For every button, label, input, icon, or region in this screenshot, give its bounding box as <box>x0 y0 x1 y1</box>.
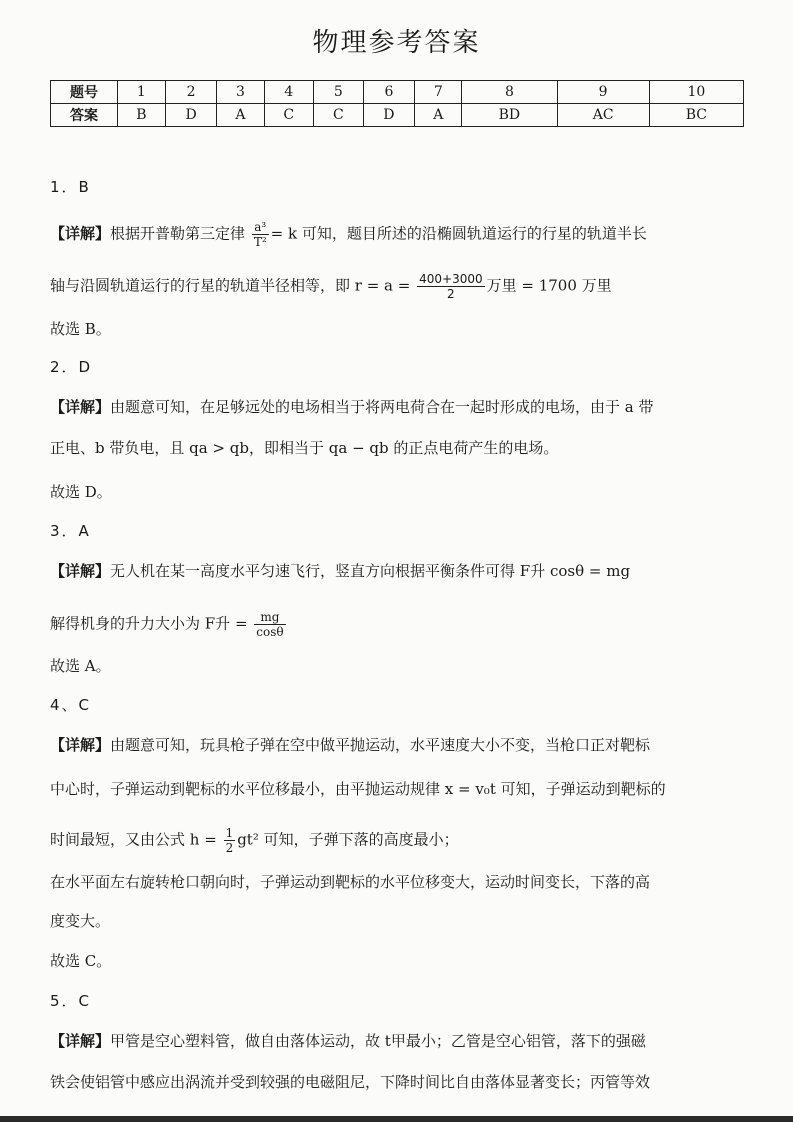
q4-conclusion: 故选 C。 <box>50 952 112 970</box>
page-title: 物理参考答案 <box>312 28 481 58</box>
q1-text: 轴与沿圆轨道运行的行星的轨道半径相等，即 r = a = <box>50 276 411 295</box>
q2-heading: 2．D <box>50 358 93 376</box>
table-cell: 9 <box>557 81 649 104</box>
q4-text: 时间最短，又由公式 h = <box>50 830 217 849</box>
q3-line-2 <box>50 610 750 639</box>
table-cell: D <box>165 104 217 127</box>
q3-conclusion: 故选 A。 <box>50 657 111 675</box>
q4-line-4: 在水平面左右旋转枪口朝向时，子弹运动到靶标的水平位移变大，运动时间变长，下落的高 <box>50 873 651 891</box>
table-cell: A <box>415 104 462 127</box>
table-cell: 4 <box>264 81 314 104</box>
fraction-denominator: T² <box>253 235 267 249</box>
q5-tag: 【详解】 <box>50 1032 111 1050</box>
table-cell: AC <box>557 104 649 127</box>
q3-line-1 <box>50 560 750 582</box>
q1-text: 根据开普勒第三定律 <box>110 224 246 243</box>
q4-text: 由题意可知，玩具枪子弹在空中做平抛运动，水平速度大小不变，当枪口正对靶标 <box>110 736 651 754</box>
answer-table <box>50 80 744 127</box>
q1-text: 万里 = 1700 万里 <box>486 276 612 295</box>
q3-tag: 【详解】 <box>50 562 111 580</box>
table-cell: 6 <box>363 81 415 104</box>
q4-text: gt² 可知，子弹下落的高度最小； <box>237 830 459 849</box>
row-label: 题号 <box>51 81 118 104</box>
table-cell: C <box>314 104 364 127</box>
fraction-denominator: 2 <box>225 841 234 855</box>
q2-line-1 <box>50 396 750 418</box>
q5-text: 甲管是空心塑料管，做自由落体运动，故 t甲最小；乙管是空心铝管，落下的强磁 <box>110 1032 646 1050</box>
table-cell: 5 <box>314 81 364 104</box>
table-cell: 2 <box>165 81 217 104</box>
q5-heading: 5．C <box>50 992 92 1010</box>
table-row-numbers <box>51 81 744 104</box>
table-cell: 10 <box>649 81 743 104</box>
q1-tag: 【详解】 <box>50 224 111 243</box>
table-cell: B <box>118 104 166 127</box>
table-cell: BD <box>462 104 557 127</box>
q3-text: 无人机在某一高度水平匀速飞行，竖直方向根据平衡条件可得 F升 cosθ = mg <box>110 562 631 580</box>
q4-tag: 【详解】 <box>50 736 111 754</box>
q2-text: 由题意可知，在足够远处的电场相当于将两电荷合在一起时形成的电场，由于 a 带 <box>110 398 654 416</box>
table-cell: 8 <box>462 81 557 104</box>
q2-line-2: 正电、b 带负电，且 qa > qb，即相当于 qa − qb 的正点电荷产生的电场。 <box>50 439 559 457</box>
q5-line-1 <box>50 1030 750 1052</box>
table-cell: C <box>264 104 314 127</box>
table-cell: 1 <box>118 81 166 104</box>
q4-line-3 <box>50 826 750 855</box>
q4-fraction <box>224 826 236 855</box>
q3-heading: 3．A <box>50 522 91 540</box>
page-bottom-edge <box>0 1116 793 1122</box>
table-cell: BC <box>649 104 743 127</box>
fraction-denominator: 2 <box>447 287 455 301</box>
q4-line-1 <box>50 734 750 756</box>
q1-fraction-2 <box>417 272 485 301</box>
q4-line-5: 度变大。 <box>50 912 111 930</box>
fraction-numerator: 400+3000 <box>419 272 483 286</box>
fraction-numerator: 1 <box>225 826 234 840</box>
table-cell: 7 <box>415 81 462 104</box>
row-label: 答案 <box>51 104 118 127</box>
fraction-denominator: cosθ <box>256 625 284 639</box>
q1-heading: 1．B <box>50 178 91 196</box>
q1-line-2 <box>50 272 750 301</box>
table-cell: D <box>363 104 415 127</box>
q1-text: = k 可知，题目所述的沿椭圆轨道运行的行星的轨道半长 <box>270 224 647 243</box>
q1-fraction <box>252 220 269 249</box>
q1-conclusion: 故选 B。 <box>50 320 111 338</box>
q1-line-1 <box>50 220 750 249</box>
q3-text: 解得机身的升力大小为 F升 = <box>50 614 248 633</box>
fraction-numerator: a³ <box>252 220 269 235</box>
q3-fraction <box>254 610 285 639</box>
q5-line-2: 铁会使铝管中感应出涡流并受到较强的电磁阻尼，下降时间比自由落体显著变长；丙管等效 <box>50 1073 651 1091</box>
table-row-answers <box>51 104 744 127</box>
q2-tag: 【详解】 <box>50 398 111 416</box>
table-cell: 3 <box>217 81 264 104</box>
q2-conclusion: 故选 D。 <box>50 483 112 501</box>
q4-line-2: 中心时，子弹运动到靶标的水平位移最小，由平抛运动规律 x = v₀t 可知，子弹运动到靶标的 <box>50 780 666 798</box>
q4-heading: 4、C <box>50 696 92 714</box>
table-cell: A <box>217 104 264 127</box>
fraction-numerator: mg <box>254 610 285 625</box>
